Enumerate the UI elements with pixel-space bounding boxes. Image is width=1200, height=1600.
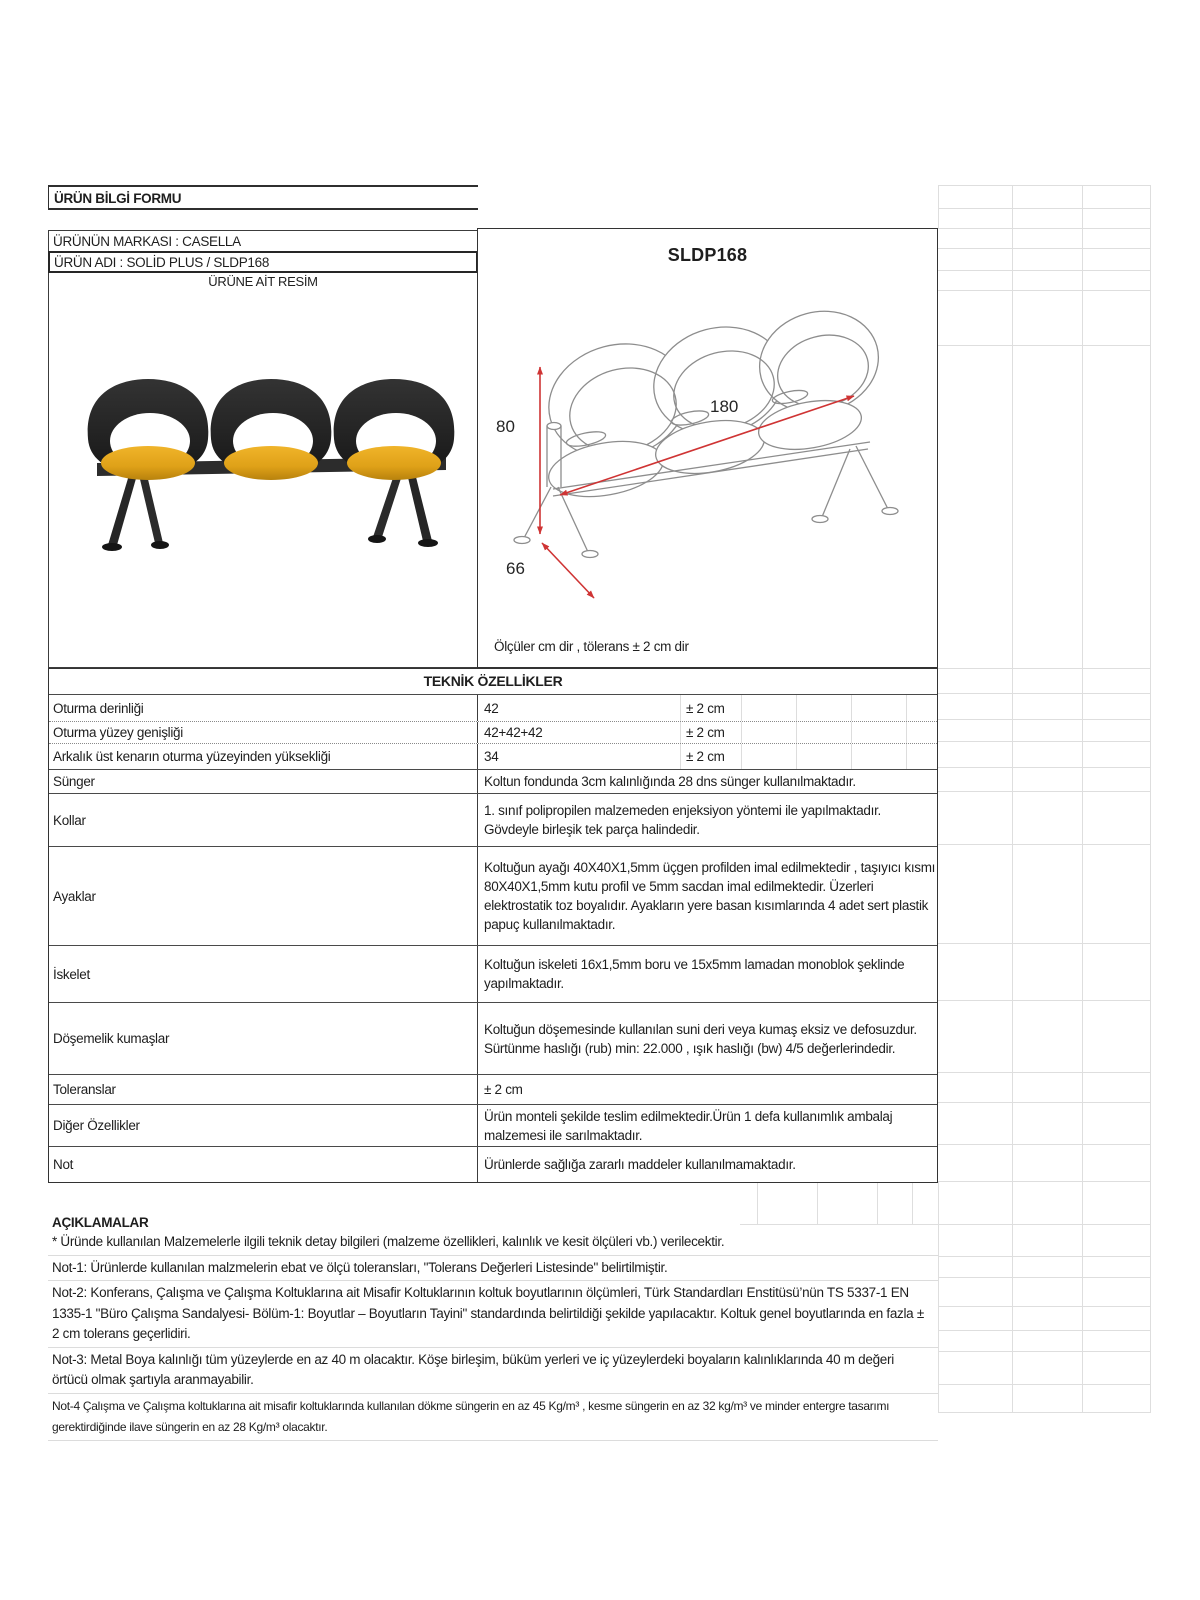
spec-label: Diğer Özellikler [49,1105,478,1146]
grid-line [1150,185,1151,1413]
grid-line [938,1277,1150,1278]
grid-line [938,1181,1150,1182]
chair-1 [88,379,209,480]
spec-value: Koltun fondunda 3cm kalınlığında 28 dns sünger kullanılmaktadır. [484,774,856,789]
grid-line [938,248,1150,249]
notes-section-title: AÇIKLAMALAR [52,1215,149,1230]
spec-value: 42+42+42 [484,725,543,740]
grid-line [1012,185,1013,1413]
spec-table [48,668,938,1183]
dim-label-height: 80 [496,417,515,436]
grid-line [938,1330,1150,1331]
grid-line [938,767,1150,768]
spec-label: Oturma derinliği [49,695,478,721]
note-item: Not-1: Ürünlerde kullanılan malzmelerin ebat ve ölçü toleransları, "Tolerans Değerleri Listesinde" belirtilmiştir. [48,1256,938,1282]
empty-cells [742,695,937,721]
spec-row-not [49,1146,937,1182]
product-name-line: ÜRÜN ADI : SOLİD PLUS / SLDP168 [48,251,478,273]
brand-line: ÜRÜNÜN MARKASI : CASELLA [48,230,478,251]
dim-label-width: 180 [710,397,739,416]
spec-value: Koltuğun döşemesinde kullanılan suni deri veya kumaş eksiz ve defosuzdur. Sürtünme haslığı (rub) min: 22.000 , ışık haslığı (bw) 4/5 değerlerindedir. [484,1021,917,1056]
grid-line [938,1181,939,1413]
spec-row-iskelet [49,945,937,1002]
note-item: * Üründe kullanılan Malzemelerle ilgili teknik detay bilgileri (malzeme özellikleri, kalınlık ve kesit ölçüleri vb.) verilecektir. [48,1230,938,1256]
grid-line [938,1144,1150,1145]
spec-label: Döşemelik kumaşlar [49,1003,478,1074]
spec-label: Oturma yüzey genişliği [49,722,478,743]
spec-label: Arkalık üst kenarın oturma yüzeyinden yüksekliği [49,744,478,769]
spec-row-toleranslar [49,1074,937,1104]
grid-line [938,270,1150,271]
spec-label: Ayaklar [49,847,478,945]
spec-label: Sünger [49,770,478,793]
spec-value: 42 [484,700,499,716]
grid-line [938,290,1150,291]
spec-row-oturma-derinligi [49,695,937,721]
spec-row-yuzey-genisligi [49,721,937,743]
grid-line [938,1306,1150,1307]
grid-line [938,228,1150,229]
spec-label: Kollar [49,794,478,846]
spec-label: Not [49,1147,478,1182]
grid-line [938,844,1150,845]
chair-3 [334,379,455,480]
spec-value: Koltuğun ayağı 40X40X1,5mm üçgen profilden imal edilmektedir , taşıyıcı kısmı 80X40X1,5mm kutu profil ve 5mm sacdan imal edilmektedir. Üzerleri elektrostatik toz boyalıdır. Ayakların yere basan kısımlarında 4 adet sert plastik papuç kullanılmaktadır. [484,860,936,932]
chair-2 [211,379,332,480]
spec-label: İskelet [49,946,478,1002]
spec-value: ± 2 cm [484,1082,523,1097]
notes-section [48,1200,938,1441]
drawing-model-title: SLDP168 [667,245,748,265]
spec-section-title: TEKNİK ÖZELLİKLER [49,669,937,695]
spec-value: Ürün monteli şekilde teslim edilmektedir.Ürün 1 defa kullanımlık ambalaj malzemesi ile sarılmaktadır. [484,1108,893,1143]
spec-tolerance: ± 2 cm [680,695,742,721]
form-title: ÜRÜN BİLGİ FORMU [48,185,478,210]
grid-line [938,208,1150,209]
grid-line [938,1351,1150,1352]
grid-line [938,741,1150,742]
spec-tolerance: ± 2 cm [680,722,742,743]
grid-line [938,719,1150,720]
spec-row-diger-ozellikler [49,1104,937,1146]
spec-tolerance: ± 2 cm [680,744,742,769]
grid-line [938,1384,1150,1385]
grid-line [938,693,1150,694]
grid-line [938,1000,1150,1001]
note-item: Not-4 Çalışma ve Çalışma koltuklarına ait misafir koltuklarında kullanılan dökme süngerin en az 45 Kg/m³ , kesme süngerin en az 32 kg/m³ ve minder entergre tasarımı gerektirdiğinde ilave süngerin en az 28 Kg/m³ olacaktır. [48,1394,938,1441]
spec-row-sunger [49,769,937,793]
technical-drawing [478,289,936,639]
grid-line [938,345,1150,346]
grid-line [938,1072,1150,1073]
product-photo [79,375,464,565]
product-image-caption: ÜRÜNE AİT RESİM [48,273,478,291]
empty-cells [742,722,937,743]
spec-row-dosemelik [49,1002,937,1074]
spec-label: Toleranslar [49,1075,478,1104]
grid-line [938,791,1150,792]
grid-line [1082,185,1083,1413]
empty-cells [742,744,937,769]
grid-line [938,185,939,228]
grid-line [938,1102,1150,1103]
grid-line [938,185,1150,186]
technical-drawing-box [477,228,938,668]
spec-row-kollar [49,793,937,846]
dim-label-depth: 66 [506,559,525,578]
grid-line [938,668,1150,669]
spec-value: Koltuğun iskeleti 16x1,5mm boru ve 15x5mm lamadan monoblok şeklinde yapılmaktadır. [484,957,905,991]
drawing-caption: Ölçüler cm dir , tölerans ± 2 cm dir [494,639,689,654]
spec-value: 1. sınıf polipropilen malzemeden enjeksiyon yöntemi ile yapılmaktadır. Gövdeyle birleşik tek parça halindedir. [484,803,881,837]
spec-value: 34 [484,749,499,764]
note-item: Not-2: Konferans, Çalışma ve Çalışma Koltuklarına ait Misafir Koltuklarının koltuk boyutlarının ölçümleri, Türk Standardları Enstitüsü’nün TS 5337-1 EN 1335-1 "Büro Çalışma Sandalyesi- Bölüm-1: Boyutlar – Boyutların Tayini" standardında belirtildiği şekilde yapılacaktır. Koltuk genel boyutlarında en fazla ± 2 cm tolerans geçerlidiri. [48,1281,938,1348]
note-item: Not-3: Metal Boya kalınlığı tüm yüzeylerde en az 40 m olacaktır. Köşe birleşim, büküm yerleri ve iç yüzeylerdeki boyaların kalınlıklarında 40 m değeri örtücü olmak şartıyla aranmayabilir. [48,1348,938,1394]
spec-value: Ürünlerde sağlığa zararlı maddeler kullanılmamaktadır. [484,1157,796,1172]
spec-row-arkalik-yukseklik [49,743,937,769]
spec-row-ayaklar [49,846,937,945]
product-image-box [48,291,478,668]
grid-line [938,943,1150,944]
grid-line [938,1256,1150,1257]
grid-line [938,1412,1150,1413]
